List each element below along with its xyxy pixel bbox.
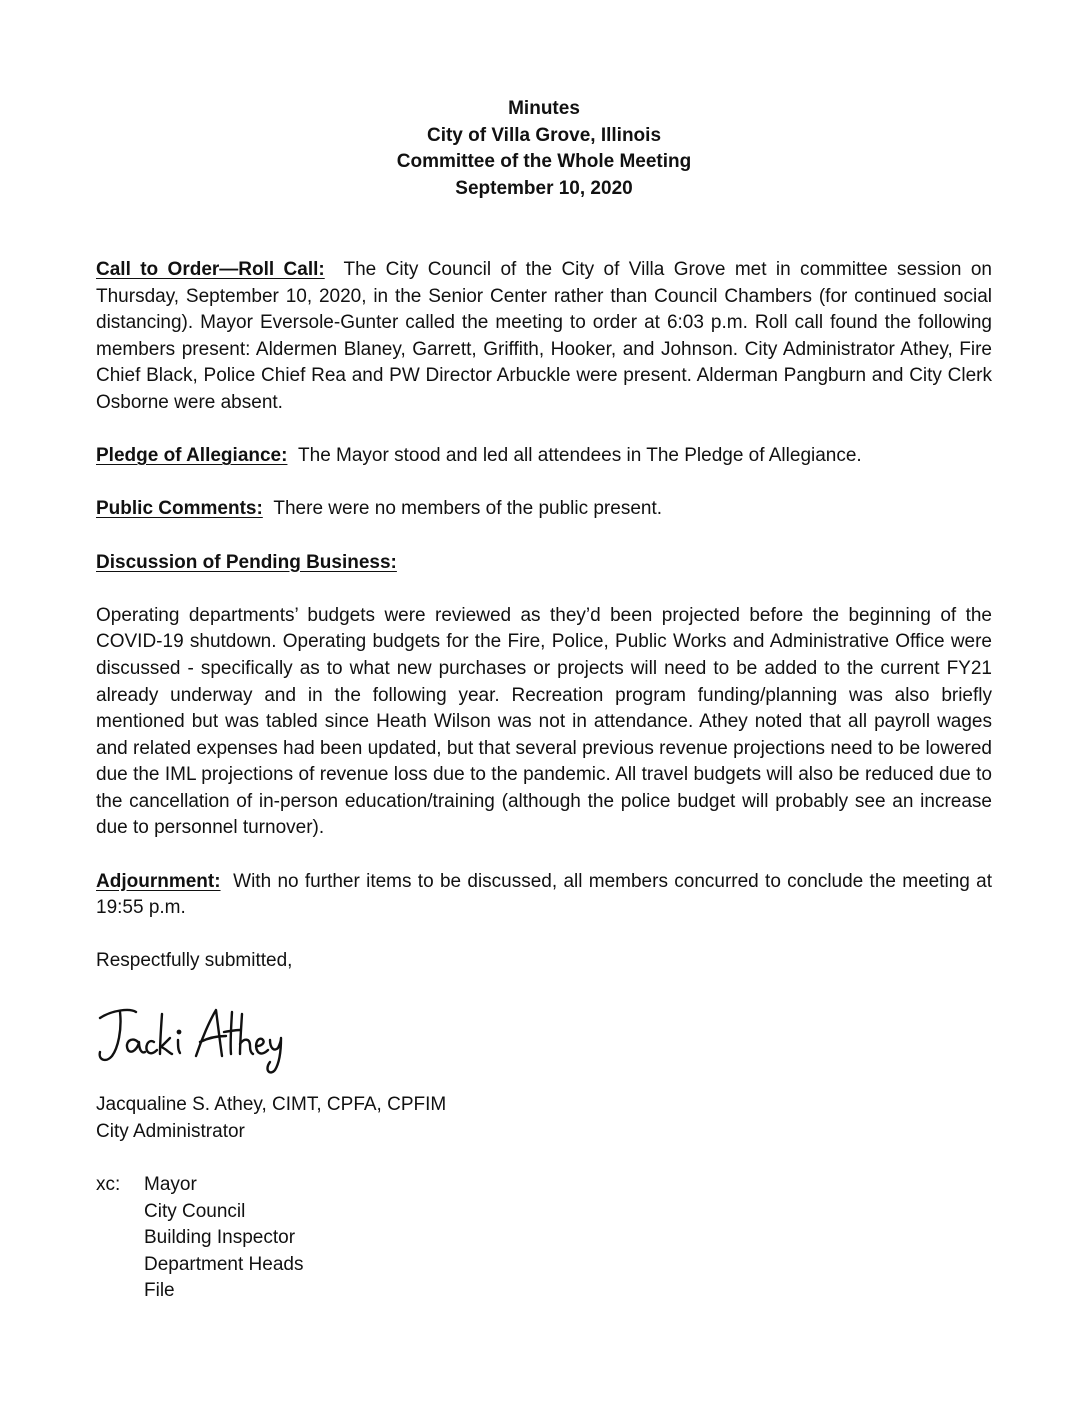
header-meeting: Committee of the Whole Meeting	[396, 151, 692, 172]
xc-list	[144, 1172, 303, 1305]
xc-recipient: Mayor	[144, 1174, 197, 1195]
pledge-heading: Pledge of Allegiance:	[96, 445, 288, 467]
pledge-paragraph	[96, 443, 992, 470]
xc-recipient: City Council	[144, 1200, 246, 1222]
public-comments-paragraph	[96, 496, 992, 523]
header-title: Minutes	[508, 98, 580, 119]
public-comments-text: There were no members of the public present.	[273, 498, 663, 520]
handwritten-signature	[92, 1000, 292, 1076]
signer-name: Jacqualine S. Athey, CIMT, CPFA, CPFIM	[96, 1094, 447, 1115]
adjournment-paragraph	[96, 869, 992, 922]
xc-label: xc:	[96, 1174, 121, 1195]
pledge-text: The Mayor stood and led all attendees in The Pledge of Allegiance.	[298, 445, 862, 467]
xc-recipient: Department Heads	[144, 1253, 304, 1275]
xc-recipient: File	[144, 1280, 175, 1302]
header-date: September 10, 2020	[455, 177, 633, 199]
public-comments-heading: Public Comments:	[96, 498, 263, 520]
call-to-order-heading: Call to Order—Roll Call:	[96, 259, 325, 280]
xc-recipient: Building Inspector	[144, 1227, 296, 1249]
document-body	[96, 257, 992, 975]
call-to-order-paragraph	[96, 257, 992, 417]
closing-line: Respectfully submitted,	[96, 950, 293, 972]
signer-title: City Administrator	[96, 1120, 245, 1142]
pending-business-heading: Discussion of Pending Business:	[96, 551, 397, 573]
adjournment-heading: Adjournment:	[96, 870, 221, 892]
document-header	[0, 96, 1088, 202]
header-city: City of Villa Grove, Illinois	[426, 124, 662, 146]
signer-block	[96, 1092, 446, 1145]
adjournment-text: With no further items to be discussed, all members concurred to conclude the meeting at 19:55 p.m.	[96, 870, 992, 919]
pending-business-heading-line	[96, 550, 992, 577]
call-to-order-text: The City Council of the City of Villa Grove met in committee session on Thursday, September 10, 2020, in the Senior Center rather than Council Chambers (for continued social distancing). Mayor Eversole-Gunter called the meeting to order at 6:03 p.m. Roll call found the following members present: Aldermen Blaney, Garrett, Griffith, Hooker, and Johnson. City Administrator Athey, Fire Chief Black, Police Chief Rea and PW Director Arbuckle were present. Alderman Pangburn and City Clerk Osborne were absent.	[96, 259, 992, 413]
pending-business-paragraph: Operating departments’ budgets were reviewed as they’d been projected before the beginning of the COVID-19 shutdown. Operating budgets for the Fire, Police, Public Works and Administrative Office were discussed - specifically as to what new purchases or projects will need to be added to the current FY21 already underway and in the following year. Recreation program funding/planning was also briefly mentioned but was tabled since Heath Wilson was not in attendance. Athey noted that all payroll wages and related expenses had been updated, but that several previous revenue projections need to be lowered due the IML projections of revenue loss due to the pandemic. All travel budgets will also be reduced due to the cancellation of in-person education/training (although the police budget will probably see an increase due to personnel turnover).	[96, 604, 992, 839]
